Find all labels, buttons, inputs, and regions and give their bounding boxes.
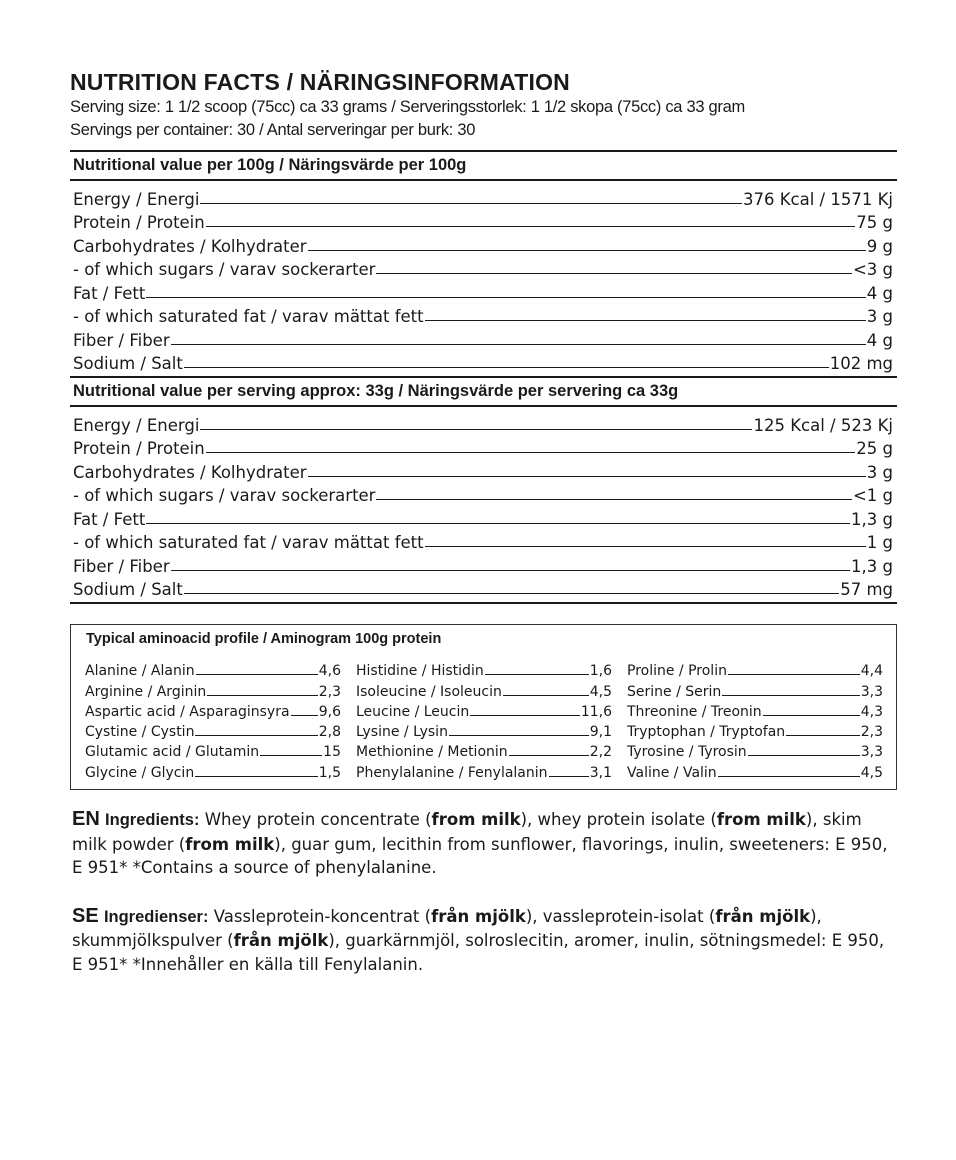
nutrition-row — [73, 505, 893, 529]
nutrition-row — [73, 303, 893, 327]
leader-line — [206, 452, 856, 453]
nutrition-row — [73, 209, 893, 233]
amino-column — [85, 659, 341, 781]
nutrient-label: Sodium / Salt — [73, 354, 183, 373]
amino-value: 4,4 — [860, 663, 883, 680]
ingredients-en — [70, 808, 897, 880]
leader-line — [425, 320, 866, 321]
ingredients-se — [70, 905, 897, 977]
leader-line — [195, 735, 317, 736]
nutrient-value: 1,3 g — [851, 509, 893, 529]
leader-line — [171, 344, 866, 345]
allergen-text: from milk — [431, 810, 521, 829]
nutrient-label: Energy / Energi — [73, 415, 200, 435]
nutrient-label: - of which saturated fat / varav mättat fett — [73, 307, 424, 326]
nutrient-value: 1,3 g — [851, 556, 893, 576]
nutrition-row — [73, 482, 893, 506]
per-serving-heading: Nutritional value per serving approx: 33g / Näringsvärde per servering ca 33g — [70, 376, 897, 407]
amino-value: 11,6 — [580, 703, 612, 720]
nutrition-row — [73, 435, 893, 459]
amino-value: 4,5 — [860, 764, 883, 781]
amino-label: Histidine / Histidin — [356, 663, 484, 680]
leader-line — [763, 715, 860, 716]
leader-line — [291, 715, 318, 716]
nutrient-value: 3 g — [866, 307, 893, 326]
leader-line — [376, 273, 851, 274]
amino-label: Valine / Valin — [627, 764, 717, 781]
nutrient-value: 1 g — [866, 533, 893, 552]
amino-value: 3,1 — [589, 764, 612, 781]
nutrition-label — [70, 68, 897, 976]
leader-line — [200, 429, 752, 430]
amino-row — [85, 679, 341, 699]
nutrient-value: 57 mg — [840, 580, 893, 599]
amino-row — [85, 760, 341, 780]
ingredient-text: ), skummjölkspulver ( — [72, 906, 822, 950]
nutrient-value: 125 Kcal / 523 Kj — [753, 415, 893, 435]
amino-label: Aspartic acid / Asparaginsyra — [85, 703, 290, 720]
amino-value: 4,5 — [589, 683, 612, 700]
leader-line — [549, 776, 589, 777]
allergen-text: from milk — [716, 810, 806, 829]
per100-heading: Nutritional value per 100g / Näringsvärde per 100g — [70, 150, 897, 181]
amino-row — [356, 659, 612, 679]
lang-code-en: EN — [72, 808, 100, 830]
nutrition-row — [73, 185, 893, 209]
amino-value: 15 — [323, 744, 341, 761]
amino-value: 4,6 — [318, 663, 341, 680]
amino-label: Glycine / Glycin — [85, 764, 195, 781]
leader-line — [728, 674, 860, 675]
allergen-text: från mjölk — [431, 906, 526, 926]
amino-column — [627, 659, 883, 781]
nutrient-value: 102 mg — [829, 354, 893, 373]
amino-value: 3,3 — [860, 683, 883, 700]
amino-row — [627, 740, 883, 760]
leader-line — [184, 367, 829, 368]
ingredient-text: Whey protein concentrate ( — [199, 810, 432, 829]
amino-label: Isoleucine / Isoleucin — [356, 683, 502, 700]
amino-row — [627, 659, 883, 679]
nutrient-value: 4 g — [866, 283, 893, 303]
amino-value: 1,5 — [318, 764, 341, 781]
leader-line — [195, 776, 318, 777]
amino-row — [85, 659, 341, 679]
amino-row — [627, 700, 883, 720]
leader-line — [718, 776, 860, 777]
amino-label: Threonine / Treonin — [627, 703, 762, 720]
leader-line — [146, 523, 850, 524]
nutrition-row — [73, 326, 893, 350]
nutrient-value: 25 g — [856, 439, 893, 458]
nutrient-label: Fat / Fett — [73, 283, 146, 303]
serving-size: Serving size: 1 1/2 scoop (75cc) ca 33 grams / Serveringsstorlek: 1 1/2 skopa (75cc) ca 33 gram — [70, 98, 745, 116]
nutrient-value: 4 g — [866, 330, 893, 350]
amino-column — [356, 659, 612, 781]
nutrition-row — [73, 411, 893, 435]
amino-label: Arginine / Arginin — [85, 683, 207, 700]
leader-line — [206, 226, 856, 227]
nutrient-value: 3 g — [866, 462, 893, 482]
allergen-text: från mjölk — [233, 931, 329, 950]
amino-label: Leucine / Leucin — [356, 703, 470, 720]
nutrient-label: Protein / Protein — [73, 213, 205, 232]
leader-line — [503, 695, 589, 696]
nutrient-label: Fiber / Fiber — [73, 330, 170, 350]
amino-label: Methionine / Metionin — [356, 744, 508, 761]
leader-line — [200, 203, 742, 204]
amino-label: Glutamic acid / Glutamin — [85, 744, 260, 761]
nutrition-row — [73, 458, 893, 482]
amino-value: 2,3 — [860, 724, 883, 741]
leader-line — [449, 735, 589, 736]
amino-label: Lysine / Lysin — [356, 724, 448, 741]
nutrition-row — [73, 279, 893, 303]
nutrient-label: Fiber / Fiber — [73, 556, 170, 576]
amino-row — [85, 720, 341, 740]
nutrient-label: - of which sugars / varav sockerarter — [73, 486, 376, 505]
nutrient-value: 376 Kcal / 1571 Kj — [742, 189, 893, 209]
nutrient-label: Protein / Protein — [73, 439, 205, 458]
leader-line — [146, 297, 865, 298]
nutrient-value: <1 g — [852, 486, 893, 505]
amino-label: Tryptophan / Tryptofan — [627, 724, 786, 741]
amino-value: 9,1 — [589, 724, 612, 741]
amino-label: Cystine / Cystin — [85, 724, 195, 741]
amino-row — [627, 760, 883, 780]
nutrition-row — [73, 576, 893, 600]
amino-value: 9,6 — [318, 703, 341, 720]
amino-label: Proline / Prolin — [627, 663, 727, 680]
per-serving-table — [70, 407, 897, 602]
ingredient-text: Vassleprotein-koncentrat ( — [208, 906, 432, 926]
amino-heading: Typical aminoacid profile / Aminogram 100g protein — [86, 631, 442, 647]
nutrition-row — [73, 350, 893, 374]
allergen-text: från mjölk — [715, 906, 811, 926]
allergen-text: from milk — [185, 834, 275, 854]
amino-value: 2,8 — [318, 724, 341, 741]
ingredient-text: ), guarkärnmjöl, solroslecitin, aromer, inulin, sötningsmedel: E 950, E 951* *Innehåller en källa till Fenylalanin. — [72, 931, 885, 974]
amino-row — [356, 700, 612, 720]
leader-line — [308, 476, 866, 477]
leader-line — [308, 250, 866, 251]
nutrient-label: - of which saturated fat / varav mättat fett — [73, 533, 424, 552]
servings-per-container: Servings per container: 30 / Antal serveringar per burk: 30 — [70, 121, 476, 139]
amino-label: Serine / Serin — [627, 683, 722, 700]
amino-row — [85, 740, 341, 760]
amino-row — [627, 720, 883, 740]
amino-value: 4,3 — [860, 703, 883, 720]
ingredient-text: ), whey protein isolate ( — [520, 810, 717, 829]
leader-line — [485, 674, 589, 675]
amino-value: 2,2 — [589, 744, 612, 761]
leader-line — [425, 546, 866, 547]
ingredient-text: ), guar gum, lecithin from sunflower, flavorings, inulin, sweeteners: E 950, E 951* *Contains a source of phenylalanine. — [72, 834, 888, 877]
lang-code-se: SE — [72, 904, 99, 927]
nutrition-row — [73, 552, 893, 576]
amino-row — [356, 740, 612, 760]
nutrient-label: - of which sugars / varav sockerarter — [73, 260, 376, 279]
bottom-rule — [70, 602, 897, 604]
nutrient-value: 9 g — [866, 236, 893, 256]
leader-line — [470, 715, 580, 716]
nutrition-row — [73, 529, 893, 553]
amino-label: Alanine / Alanin — [85, 663, 195, 680]
ingredients-en-heading: Ingredients: — [105, 811, 200, 829]
leader-line — [376, 499, 851, 500]
amino-row — [356, 760, 612, 780]
amino-row — [627, 679, 883, 699]
nutrition-row — [73, 256, 893, 280]
amino-label: Phenylalanine / Fenylalanin — [356, 764, 548, 781]
amino-row — [85, 700, 341, 720]
leader-line — [748, 755, 860, 756]
amino-value: 1,6 — [589, 663, 612, 680]
leader-line — [171, 570, 850, 571]
leader-line — [207, 695, 318, 696]
nutrient-value: <3 g — [852, 260, 893, 279]
ingredient-text: ), skim milk powder ( — [72, 810, 862, 854]
amino-row — [356, 720, 612, 740]
nutrient-value: 75 g — [856, 213, 893, 232]
page-title: NUTRITION FACTS / NÄRINGSINFORMATION — [70, 69, 570, 95]
nutrient-label: Carbohydrates / Kolhydrater — [73, 462, 307, 482]
amino-value: 3,3 — [860, 744, 883, 761]
ingredients-se-heading: Ingredienser: — [103, 907, 209, 926]
nutrient-label: Fat / Fett — [73, 509, 146, 529]
per100-table — [70, 181, 897, 376]
leader-line — [722, 695, 859, 696]
nutrient-label: Energy / Energi — [73, 189, 200, 209]
ingredient-text: ), vassleprotein-isolat ( — [525, 906, 716, 926]
amino-profile-box — [70, 624, 897, 790]
leader-line — [786, 735, 860, 736]
amino-label: Tyrosine / Tyrosin — [627, 744, 747, 761]
leader-line — [196, 674, 318, 675]
amino-value: 2,3 — [318, 683, 341, 700]
leader-line — [184, 593, 839, 594]
nutrition-row — [73, 232, 893, 256]
nutrient-label: Sodium / Salt — [73, 580, 183, 599]
leader-line — [509, 755, 589, 756]
amino-columns — [85, 659, 883, 781]
amino-row — [356, 679, 612, 699]
leader-line — [260, 755, 322, 756]
nutrient-label: Carbohydrates / Kolhydrater — [73, 236, 307, 256]
